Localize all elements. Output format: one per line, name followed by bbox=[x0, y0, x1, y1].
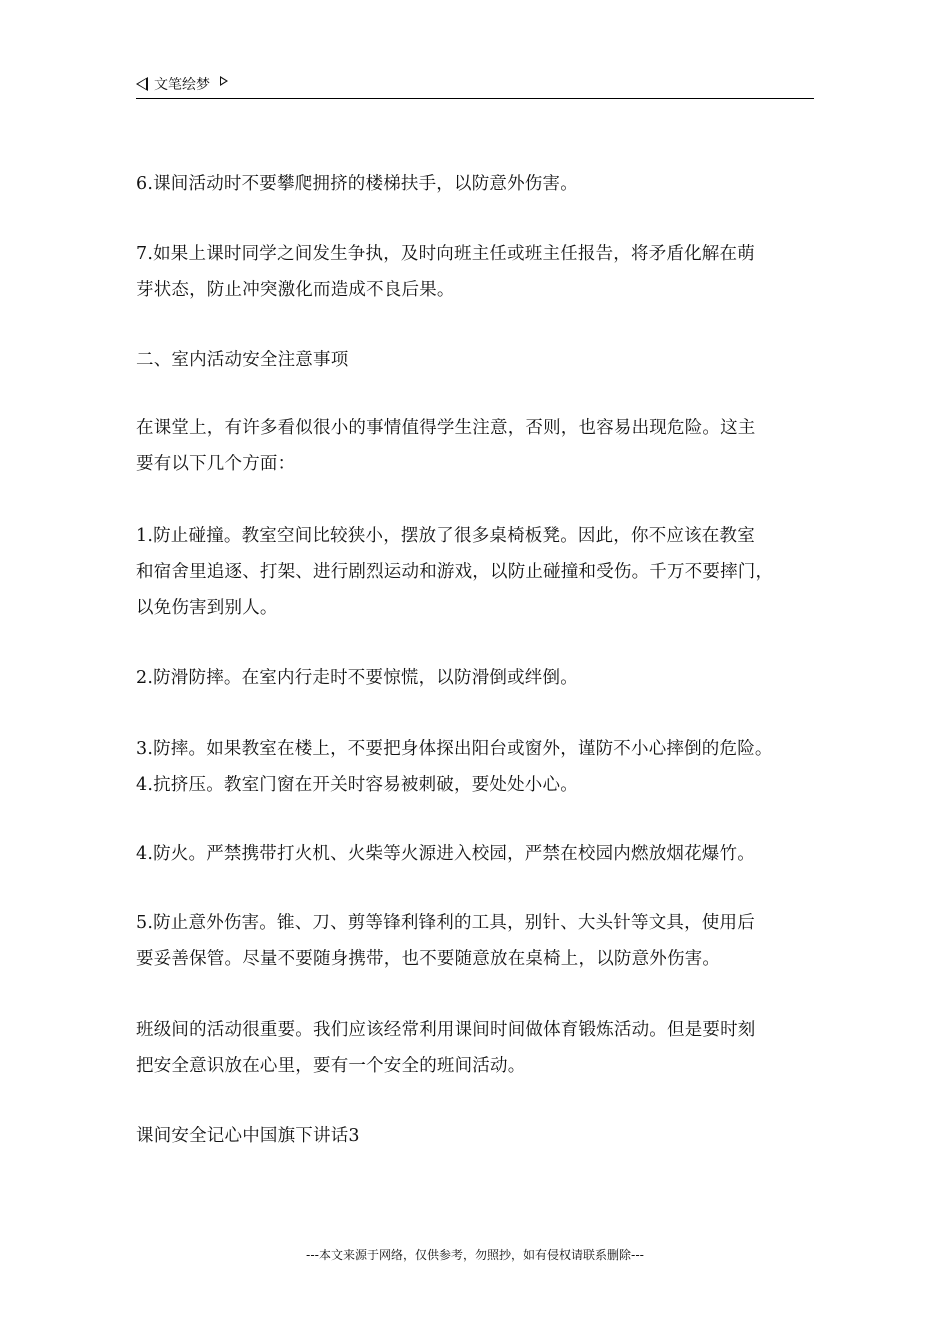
paragraph-6 bbox=[136, 166, 826, 202]
text-line: 2.防滑防摔。在室内行走时不要惊慌，以防滑倒或绊倒。 bbox=[136, 668, 578, 688]
text-line: 二、室内活动安全注意事项 bbox=[136, 350, 349, 370]
page-header bbox=[136, 72, 814, 99]
triangle-right-icon bbox=[220, 76, 228, 86]
text-line: 把安全意识放在心里，要有一个安全的班间活动。 bbox=[136, 1056, 526, 1076]
text-line: 和宿舍里追逐、打架、进行剧烈运动和游戏，以防止碰撞和受伤。千万不要摔门， bbox=[136, 562, 774, 582]
paragraph-1 bbox=[136, 518, 826, 626]
text-line: 4.防火。严禁携带打火机、火柴等火源进入校园，严禁在校园内燃放烟花爆竹。 bbox=[136, 844, 755, 864]
brand-name: 文笔绘梦 bbox=[154, 77, 210, 93]
paragraph-summary bbox=[136, 1012, 826, 1084]
text-line: 在课堂上，有许多看似很小的事情值得学生注意，否则，也容易出现危险。这主 bbox=[136, 418, 756, 438]
paragraph-3 bbox=[136, 731, 826, 803]
next-title bbox=[136, 1118, 826, 1154]
triangle-left-icon bbox=[136, 77, 148, 91]
text-line: 芽状态，防止冲突激化而造成不良后果。 bbox=[136, 280, 455, 300]
paragraph-7 bbox=[136, 236, 826, 308]
section-heading bbox=[136, 342, 826, 378]
text-line: 以免伤害到别人。 bbox=[136, 598, 278, 618]
text-line: 6.课间活动时不要攀爬拥挤的楼梯扶手，以防意外伤害。 bbox=[136, 174, 578, 194]
text-line: 课间安全记心中国旗下讲话3 bbox=[136, 1126, 360, 1146]
paragraph-4 bbox=[136, 836, 826, 872]
brand bbox=[136, 74, 228, 94]
paragraph-5 bbox=[136, 905, 826, 977]
text-line: 4.抗挤压。教室门窗在开关时容易被刺破，要处处小心。 bbox=[136, 775, 578, 795]
paragraph-intro bbox=[136, 410, 826, 482]
text-line: 3.防摔。如果教室在楼上，不要把身体探出阳台或窗外，谨防不小心摔倒的危险。 bbox=[136, 739, 773, 759]
text-line: 班级间的活动很重要。我们应该经常利用课间时间做体育锻炼活动。但是要时刻 bbox=[136, 1020, 756, 1040]
text-line: 1.防止碰撞。教室空间比较狭小，摆放了很多桌椅板凳。因此，你不应该在教室 bbox=[136, 526, 755, 546]
text-line: 要妥善保管。尽量不要随身携带，也不要随意放在桌椅上，以防意外伤害。 bbox=[136, 949, 721, 969]
paragraph-2 bbox=[136, 660, 826, 696]
text-line: 7.如果上课时同学之间发生争执，及时向班主任或班主任报告，将矛盾化解在萌 bbox=[136, 244, 755, 264]
footer-disclaimer: ---本文来源于网络，仅供参考，勿照抄，如有侵权请联系删除--- bbox=[306, 1248, 644, 1262]
text-line: 5.防止意外伤害。锥、刀、剪等锋利锋利的工具，别针、大头针等文具，使用后 bbox=[136, 913, 755, 933]
text-line: 要有以下几个方面： bbox=[136, 454, 296, 474]
